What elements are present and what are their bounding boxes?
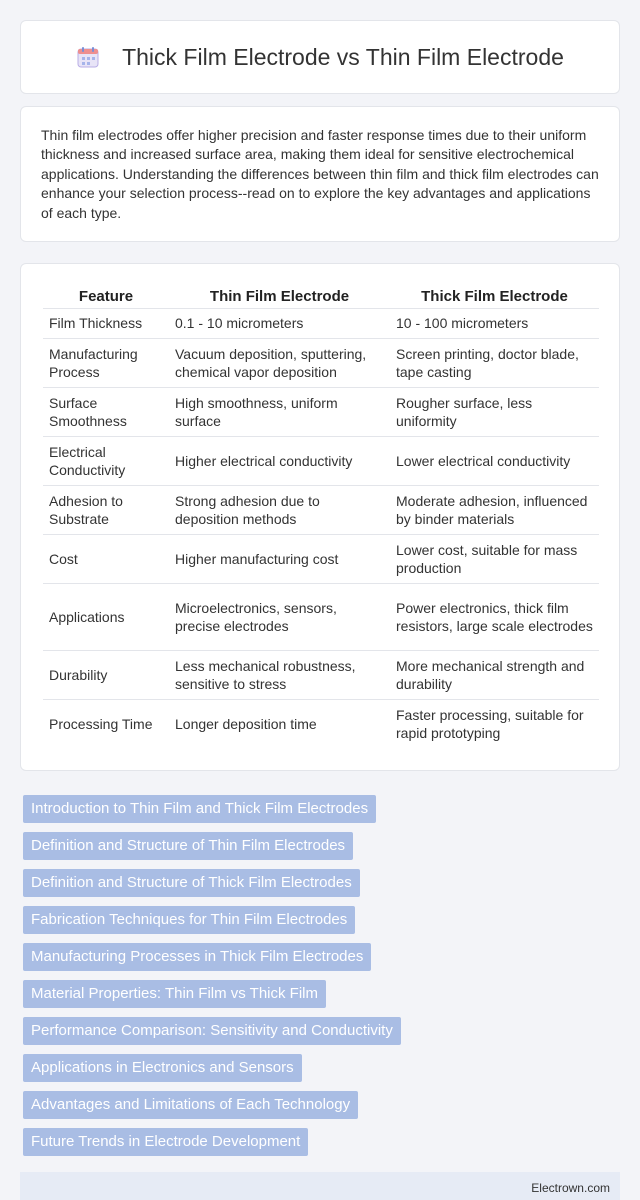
topic-link[interactable]: Performance Comparison: Sensitivity and Conductivity: [23, 1017, 401, 1045]
table-cell: Cost: [43, 534, 169, 583]
table-cell: 10 - 100 micrometers: [390, 308, 599, 338]
table-cell: Applications: [43, 583, 169, 650]
topic-link[interactable]: Manufacturing Processes in Thick Film Electrodes: [23, 943, 371, 971]
column-header: Thin Film Electrode: [169, 284, 390, 308]
table-row: [43, 534, 599, 583]
table-cell: High smoothness, uniform surface: [169, 387, 390, 436]
table-row: [43, 387, 599, 436]
table-row: [43, 699, 599, 748]
table-row: [43, 485, 599, 534]
table-cell: Higher electrical conductivity: [169, 436, 390, 485]
footer-site-name: Electrown.com: [531, 1181, 610, 1195]
table-row: [43, 338, 599, 387]
table-row: [43, 308, 599, 338]
header-card: [20, 20, 620, 94]
comparison-table: [43, 284, 599, 748]
table-cell: Surface Smoothness: [43, 387, 169, 436]
topic-links: [23, 795, 617, 1165]
table-cell: Strong adhesion due to deposition methods: [169, 485, 390, 534]
topic-link[interactable]: Advantages and Limitations of Each Technology: [23, 1091, 358, 1119]
table-cell: Longer deposition time: [175, 715, 317, 732]
topic-link[interactable]: Introduction to Thin Film and Thick Film Electrodes: [23, 795, 376, 823]
topic-link[interactable]: Definition and Structure of Thick Film Electrodes: [23, 869, 360, 897]
table-row: [43, 583, 599, 650]
intro-card: [20, 106, 620, 242]
footer: [20, 1172, 620, 1200]
topic-link[interactable]: Fabrication Techniques for Thin Film Electrodes: [23, 906, 355, 934]
column-header: Feature: [43, 284, 169, 308]
table-cell: Rougher surface, less uniformity: [390, 387, 599, 436]
topic-link[interactable]: Definition and Structure of Thin Film Electrodes: [23, 832, 353, 860]
table-cell: Vacuum deposition, sputtering, chemical vapor deposition: [169, 338, 390, 387]
table-cell: Adhesion to Substrate: [43, 485, 169, 534]
calendar-icon: [76, 45, 100, 69]
table-cell: Durability: [43, 650, 169, 699]
topic-link[interactable]: Material Properties: Thin Film vs Thick Film: [23, 980, 326, 1008]
intro-text: Thin film electrodes offer higher precision and faster response times due to their uniform thickness and increased surface area, making them ideal for sensitive electrochemical applications. Understanding the differences between thin film and thick film electrodes can enhance your selection process--read on to explore the key advantages and applications of each type.: [41, 127, 599, 221]
table-cell: Higher manufacturing cost: [169, 534, 390, 583]
table-cell: 0.1 - 10 micrometers: [169, 308, 390, 338]
comparison-table-card: [20, 263, 620, 771]
table-cell: Less mechanical robustness, sensitive to stress: [169, 650, 390, 699]
column-header: Thick Film Electrode: [390, 284, 599, 308]
table-cell: Screen printing, doctor blade, tape casting: [390, 338, 599, 387]
table-cell: Power electronics, thick film resistors, large scale electrodes: [390, 583, 599, 650]
table-cell: Electrical Conductivity: [43, 436, 169, 485]
table-cell: Processing Time: [49, 715, 153, 732]
table-cell: Lower cost, suitable for mass production: [390, 534, 599, 583]
table-cell: Microelectronics, sensors, precise electrodes: [169, 583, 390, 650]
table-cell: Moderate adhesion, influenced by binder materials: [390, 485, 599, 534]
table-cell: Manufacturing Process: [43, 338, 169, 387]
table-row: [43, 650, 599, 699]
table-cell: Lower electrical conductivity: [390, 436, 599, 485]
table-row: [43, 436, 599, 485]
table-header-row: [43, 284, 599, 308]
table-cell: Faster processing, suitable for rapid prototyping: [396, 706, 584, 741]
topic-link[interactable]: Applications in Electronics and Sensors: [23, 1054, 302, 1082]
topic-link[interactable]: Future Trends in Electrode Development: [23, 1128, 308, 1156]
table-cell: More mechanical strength and durability: [390, 650, 599, 699]
table-cell: Film Thickness: [43, 308, 169, 338]
page-title: Thick Film Electrode vs Thin Film Electrode: [122, 43, 564, 70]
